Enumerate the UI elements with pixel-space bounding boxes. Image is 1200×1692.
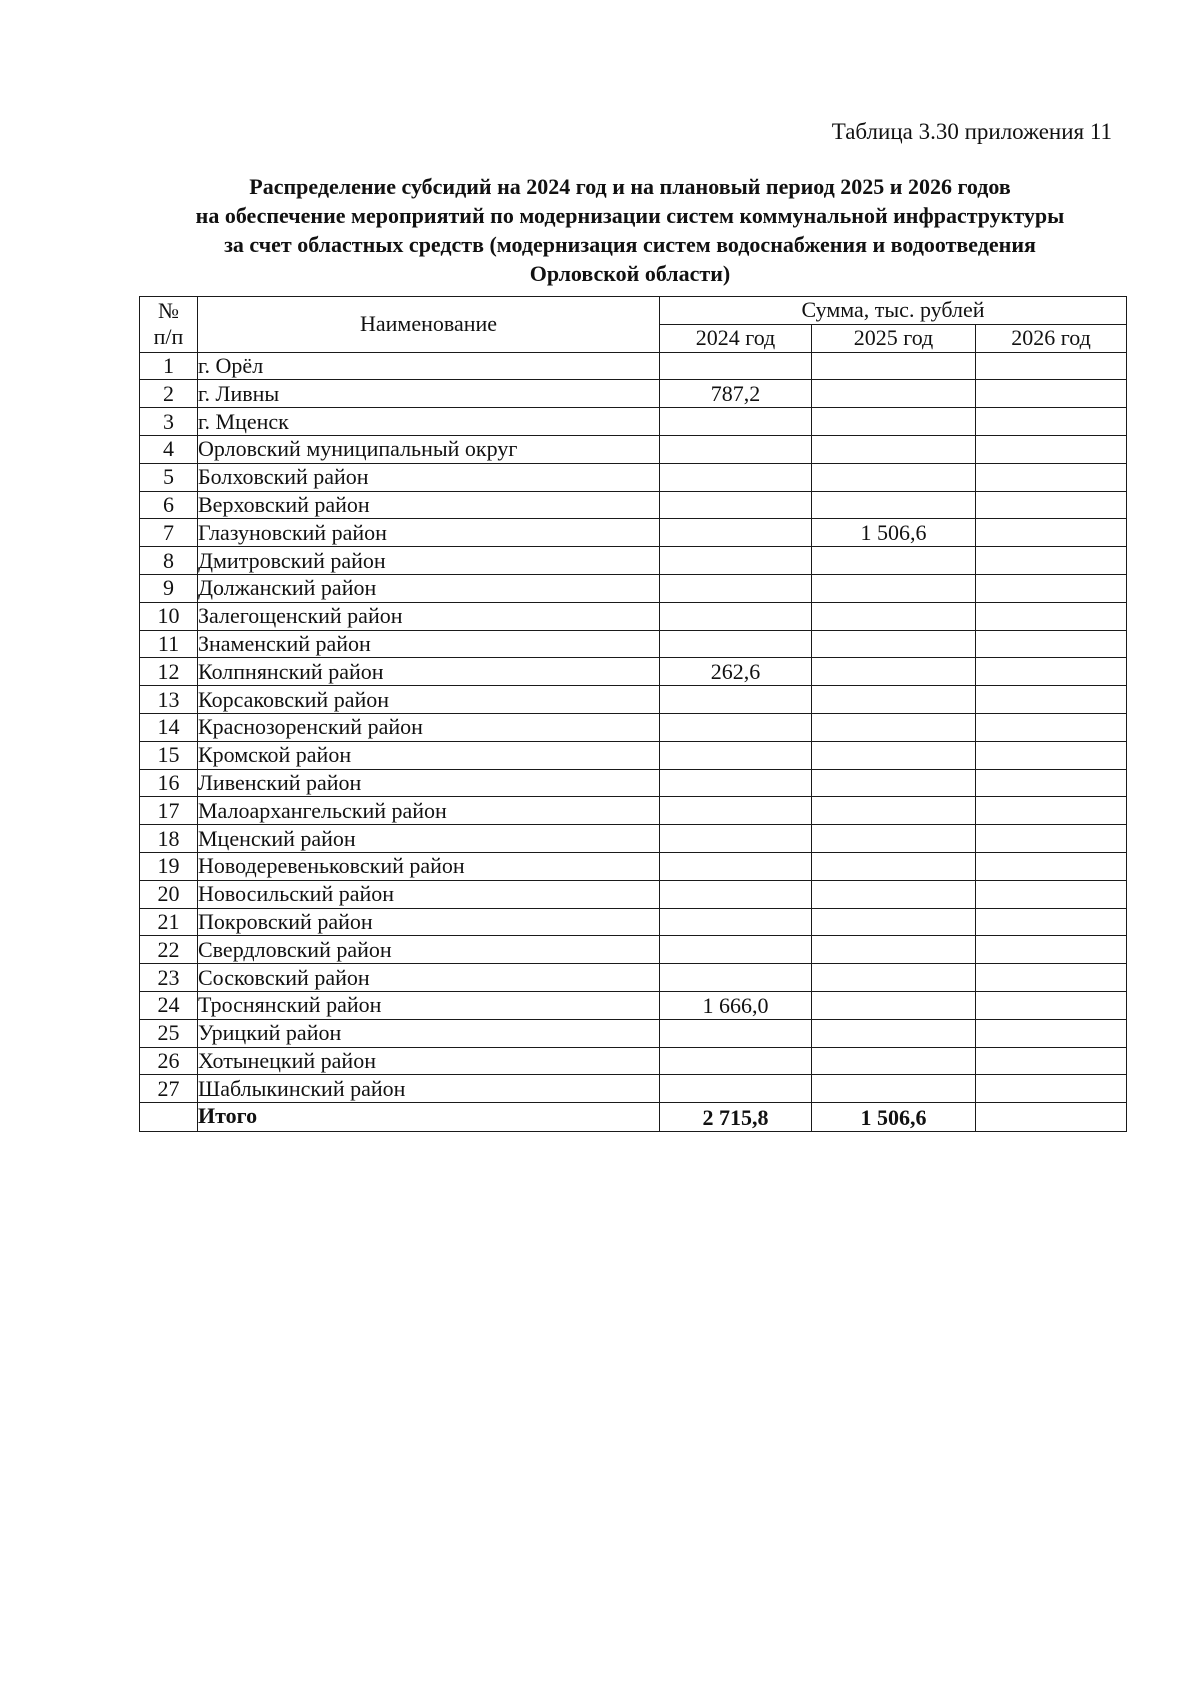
row-value-2025 <box>812 408 976 436</box>
row-value-2025 <box>812 352 976 380</box>
row-number: 23 <box>140 964 198 992</box>
row-value-2024 <box>660 769 812 797</box>
row-number: 2 <box>140 380 198 408</box>
row-value-2025 <box>812 658 976 686</box>
row-value-2026 <box>976 408 1127 436</box>
table-row <box>140 408 1127 436</box>
row-name: Свердловский район <box>198 936 660 964</box>
table-row <box>140 1047 1127 1075</box>
row-value-2026 <box>976 825 1127 853</box>
row-value-2026 <box>976 769 1127 797</box>
row-name: Шаблыкинский район <box>198 1075 660 1103</box>
header-number-sign: № <box>158 298 179 324</box>
table-row <box>140 380 1127 408</box>
row-value-2026 <box>976 602 1127 630</box>
row-number: 24 <box>140 991 198 1019</box>
row-value-2024 <box>660 880 812 908</box>
row-value-2026 <box>976 463 1127 491</box>
row-value-2024: 1 666,0 <box>660 991 812 1019</box>
row-value-2025 <box>812 797 976 825</box>
row-value-2024 <box>660 602 812 630</box>
row-value-2024 <box>660 352 812 380</box>
row-value-2024 <box>660 547 812 575</box>
title-line-1: Распределение субсидий на 2024 год и на плановый период 2025 и 2026 годов <box>249 174 1011 199</box>
row-value-2026 <box>976 547 1127 575</box>
table-row <box>140 741 1127 769</box>
row-value-2025 <box>812 908 976 936</box>
row-name: Залегощенский район <box>198 602 660 630</box>
row-value-2026 <box>976 936 1127 964</box>
row-name: Малоархангельский район <box>198 797 660 825</box>
row-value-2024 <box>660 463 812 491</box>
table-row <box>140 713 1127 741</box>
header-number-abbr: п/п <box>153 324 184 350</box>
row-number: 11 <box>140 630 198 658</box>
table-row <box>140 991 1127 1019</box>
row-value-2026 <box>976 658 1127 686</box>
row-value-2024 <box>660 936 812 964</box>
row-name: Корсаковский район <box>198 686 660 714</box>
row-value-2024 <box>660 1047 812 1075</box>
row-number: 5 <box>140 463 198 491</box>
row-number: 19 <box>140 852 198 880</box>
row-number: 14 <box>140 713 198 741</box>
row-value-2025 <box>812 547 976 575</box>
row-number: 26 <box>140 1047 198 1075</box>
row-name: Хотынецкий район <box>198 1047 660 1075</box>
title-line-4: Орловской области) <box>529 261 731 286</box>
table-row <box>140 463 1127 491</box>
row-number: 25 <box>140 1019 198 1047</box>
row-value-2024 <box>660 491 812 519</box>
row-value-2026 <box>976 741 1127 769</box>
row-value-2026 <box>976 435 1127 463</box>
row-value-2025 <box>812 380 976 408</box>
row-number: 27 <box>140 1075 198 1103</box>
row-value-2024 <box>660 574 812 602</box>
row-value-2024 <box>660 686 812 714</box>
row-value-2025 <box>812 574 976 602</box>
row-value-2025 <box>812 713 976 741</box>
row-name: Кромской район <box>198 741 660 769</box>
header-year-2024: 2024 год <box>660 324 812 352</box>
row-number: 1 <box>140 352 198 380</box>
row-name: Глазуновский район <box>198 519 660 547</box>
row-name: Покровский район <box>198 908 660 936</box>
row-value-2025 <box>812 991 976 1019</box>
row-value-2024 <box>660 741 812 769</box>
table-header <box>140 297 1127 353</box>
row-name: г. Ливны <box>198 380 660 408</box>
row-name: Болховский район <box>198 463 660 491</box>
table-body <box>140 352 1127 1132</box>
row-value-2024 <box>660 1075 812 1103</box>
row-number: 22 <box>140 936 198 964</box>
table-row <box>140 630 1127 658</box>
row-name: Урицкий район <box>198 1019 660 1047</box>
table-reference: Таблица 3.30 приложения 11 <box>831 119 1112 144</box>
row-number: 3 <box>140 408 198 436</box>
row-number: 20 <box>140 880 198 908</box>
row-value-2024 <box>660 852 812 880</box>
table-row <box>140 852 1127 880</box>
table-row <box>140 519 1127 547</box>
row-value-2024 <box>660 713 812 741</box>
row-name: г. Орёл <box>198 352 660 380</box>
row-value-2024: 262,6 <box>660 658 812 686</box>
row-name: Должанский район <box>198 574 660 602</box>
row-number: 8 <box>140 547 198 575</box>
row-value-2025 <box>812 936 976 964</box>
row-name: Колпнянский район <box>198 658 660 686</box>
row-number: 7 <box>140 519 198 547</box>
row-value-2026 <box>976 713 1127 741</box>
row-value-2024 <box>660 519 812 547</box>
row-value-2026 <box>976 519 1127 547</box>
row-name: Ливенский район <box>198 769 660 797</box>
table-row <box>140 658 1127 686</box>
table-row <box>140 908 1127 936</box>
row-value-2026 <box>976 1075 1127 1103</box>
row-value-2026 <box>976 880 1127 908</box>
row-value-2026 <box>976 852 1127 880</box>
document-title <box>130 172 1130 288</box>
table-row <box>140 547 1127 575</box>
row-value-2025 <box>812 769 976 797</box>
row-number: 6 <box>140 491 198 519</box>
row-name: Дмитровский район <box>198 547 660 575</box>
header-year-2026: 2026 год <box>976 324 1127 352</box>
total-row <box>140 1103 1127 1132</box>
header-number <box>140 297 198 353</box>
total-value-2024: 2 715,8 <box>660 1103 812 1132</box>
row-number: 9 <box>140 574 198 602</box>
row-value-2025 <box>812 1047 976 1075</box>
row-number: 18 <box>140 825 198 853</box>
row-value-2024 <box>660 964 812 992</box>
header-name: Наименование <box>198 297 660 353</box>
row-number: 10 <box>140 602 198 630</box>
row-number: 12 <box>140 658 198 686</box>
row-value-2025 <box>812 491 976 519</box>
row-number: 4 <box>140 435 198 463</box>
total-number <box>140 1103 198 1132</box>
row-value-2024 <box>660 797 812 825</box>
row-value-2025 <box>812 1075 976 1103</box>
row-number: 21 <box>140 908 198 936</box>
row-value-2026 <box>976 797 1127 825</box>
row-value-2026 <box>976 908 1127 936</box>
row-value-2026 <box>976 380 1127 408</box>
table-row <box>140 936 1127 964</box>
table-row <box>140 825 1127 853</box>
subsidy-table <box>139 296 1127 1132</box>
row-value-2024 <box>660 1019 812 1047</box>
table-row <box>140 686 1127 714</box>
row-value-2024 <box>660 630 812 658</box>
row-name: Знаменский район <box>198 630 660 658</box>
row-value-2024 <box>660 825 812 853</box>
row-value-2026 <box>976 630 1127 658</box>
row-value-2025 <box>812 435 976 463</box>
row-name: Верховский район <box>198 491 660 519</box>
table-row <box>140 880 1127 908</box>
row-value-2024: 787,2 <box>660 380 812 408</box>
total-label: Итого <box>198 1103 660 1132</box>
row-name: г. Мценск <box>198 408 660 436</box>
table-row <box>140 352 1127 380</box>
row-value-2025 <box>812 686 976 714</box>
total-value-2026 <box>976 1103 1127 1132</box>
table-row <box>140 1075 1127 1103</box>
row-value-2025 <box>812 852 976 880</box>
header-year-2025: 2025 год <box>812 324 976 352</box>
row-value-2026 <box>976 352 1127 380</box>
row-name: Новодеревеньковский район <box>198 852 660 880</box>
title-line-2: на обеспечение мероприятий по модернизации систем коммунальной инфраструктуры <box>195 203 1065 228</box>
row-value-2025 <box>812 825 976 853</box>
table-row <box>140 964 1127 992</box>
table-row <box>140 1019 1127 1047</box>
row-value-2026 <box>976 991 1127 1019</box>
row-value-2026 <box>976 686 1127 714</box>
row-value-2026 <box>976 1047 1127 1075</box>
row-name: Новосильский район <box>198 880 660 908</box>
row-number: 17 <box>140 797 198 825</box>
row-name: Краснозоренский район <box>198 713 660 741</box>
row-value-2024 <box>660 435 812 463</box>
row-value-2024 <box>660 408 812 436</box>
row-value-2025 <box>812 741 976 769</box>
row-name: Сосковский район <box>198 964 660 992</box>
row-value-2026 <box>976 1019 1127 1047</box>
table-row <box>140 602 1127 630</box>
row-number: 16 <box>140 769 198 797</box>
row-value-2025 <box>812 630 976 658</box>
row-number: 13 <box>140 686 198 714</box>
row-value-2025 <box>812 1019 976 1047</box>
header-sum: Сумма, тыс. рублей <box>660 297 1127 325</box>
row-value-2025 <box>812 964 976 992</box>
row-name: Троснянский район <box>198 991 660 1019</box>
row-value-2025 <box>812 463 976 491</box>
title-line-3: за счет областных средств (модернизация систем водоснабжения и водоотведения <box>224 232 1036 257</box>
row-value-2025 <box>812 880 976 908</box>
table-row <box>140 435 1127 463</box>
row-name: Орловский муниципальный округ <box>198 435 660 463</box>
table-row <box>140 769 1127 797</box>
row-value-2026 <box>976 491 1127 519</box>
table-row <box>140 574 1127 602</box>
row-value-2025 <box>812 602 976 630</box>
row-value-2026 <box>976 574 1127 602</box>
table-row <box>140 491 1127 519</box>
row-value-2024 <box>660 908 812 936</box>
row-value-2026 <box>976 964 1127 992</box>
row-number: 15 <box>140 741 198 769</box>
row-name: Мценский район <box>198 825 660 853</box>
total-value-2025: 1 506,6 <box>812 1103 976 1132</box>
row-value-2025: 1 506,6 <box>812 519 976 547</box>
table-row <box>140 797 1127 825</box>
